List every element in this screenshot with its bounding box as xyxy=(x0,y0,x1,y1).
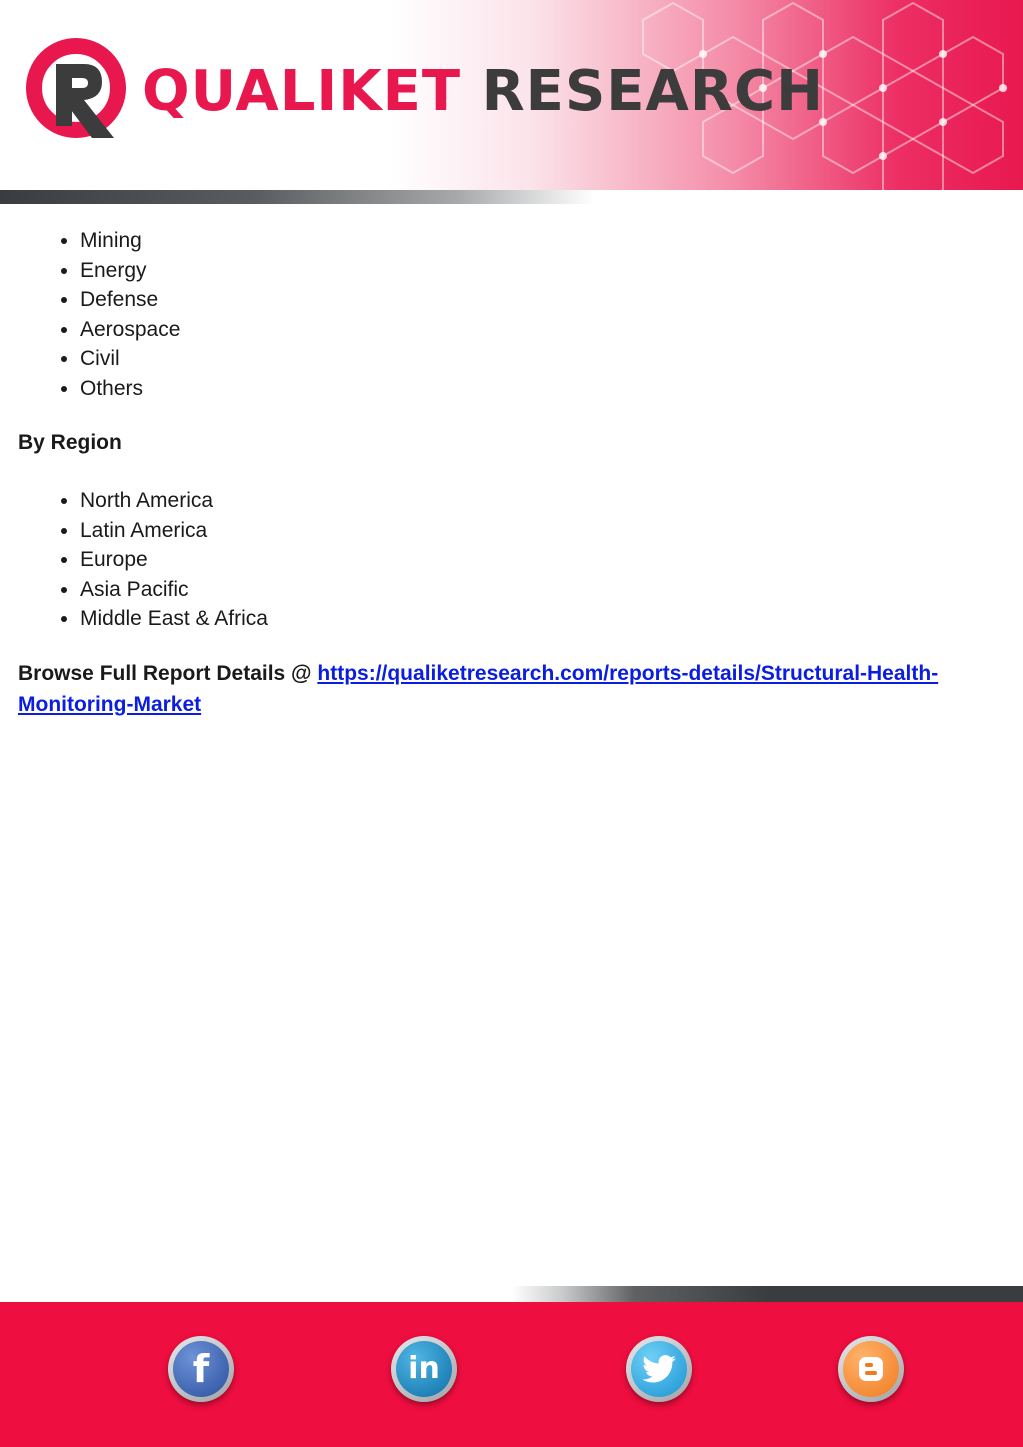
list-item: • Others xyxy=(80,374,1008,404)
region-list xyxy=(18,486,1008,634)
list-item: • Mining xyxy=(80,226,1008,256)
industry-list xyxy=(18,226,1008,403)
list-item: • Europe xyxy=(80,545,1008,575)
blogger-button[interactable] xyxy=(838,1336,904,1402)
list-item: • Civil xyxy=(80,344,1008,374)
twitter-button[interactable] xyxy=(626,1336,692,1402)
linkedin-button[interactable] xyxy=(391,1336,457,1402)
page-header xyxy=(0,0,1023,190)
document-body xyxy=(18,226,1008,720)
twitter-icon xyxy=(631,1341,687,1397)
browse-report-line xyxy=(18,658,1008,720)
list-item: • Aerospace xyxy=(80,315,1008,345)
header-divider xyxy=(0,190,1023,204)
list-item: • Energy xyxy=(80,256,1008,286)
qualiket-logo-icon xyxy=(22,34,134,148)
browse-label: Browse Full Report Details @ xyxy=(18,661,318,685)
brand-wordmark xyxy=(142,60,824,124)
list-item: • North America xyxy=(80,486,1008,516)
list-item: • Middle East & Africa xyxy=(80,604,1008,634)
brand-second-word: RESEARCH xyxy=(481,59,824,124)
report-link[interactable]: https://qualiketresearch.com/reports-details/Structural-Health-Monitoring-Market xyxy=(18,661,939,716)
blogger-icon xyxy=(843,1341,899,1397)
footer-divider xyxy=(0,1286,1023,1302)
linkedin-icon: in xyxy=(396,1341,452,1397)
list-item: • Latin America xyxy=(80,516,1008,546)
list-item: • Asia Pacific xyxy=(80,575,1008,605)
list-item: • Defense xyxy=(80,285,1008,315)
facebook-icon: f xyxy=(173,1341,229,1397)
region-heading: By Region xyxy=(18,431,122,454)
facebook-button[interactable] xyxy=(168,1336,234,1402)
page-footer xyxy=(0,1302,1023,1447)
brand-first-word: QUALIKET xyxy=(142,59,462,124)
